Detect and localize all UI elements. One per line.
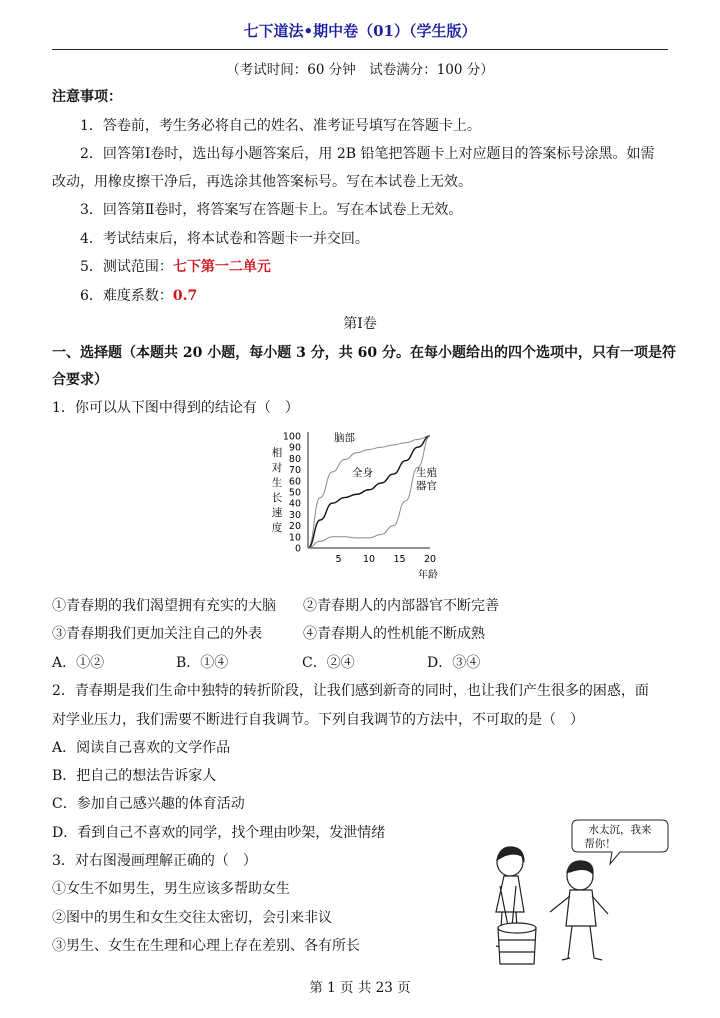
series-label-body: 全身: [352, 467, 373, 479]
y-axis-label-char: 度: [271, 522, 283, 534]
boy-figure: [550, 861, 608, 960]
y-tick-label: 100: [282, 431, 301, 443]
q1-statement: ④青春期人的性机能不断成熟: [303, 626, 485, 642]
part-title: 第Ⅰ卷: [343, 316, 377, 332]
y-tick-label: 70: [288, 465, 301, 477]
q2-option-c[interactable]: C．参加自己感兴趣的体育活动: [52, 796, 245, 812]
page-number: 第 1 页 共 23 页: [309, 980, 411, 996]
x-tick-label: 15: [393, 554, 406, 565]
y-tick-label: 20: [288, 521, 301, 533]
y-tick-label: 90: [288, 442, 301, 454]
x-tick-label: 20: [423, 554, 437, 565]
notice-item: 3．回答第Ⅱ卷时，将答案写在答题卡上。写在本试卷上无效。: [80, 202, 463, 218]
section-heading: 一、选择题（本题共 20 小题，每小题 3 分，共 60 分。在每小题给出的四个选项中，只有一项是符: [52, 345, 676, 361]
y-axis-label-char: 生: [271, 477, 283, 489]
notice-heading: 注意事项：: [52, 89, 122, 105]
difficulty-label: 6．难度系数：: [80, 288, 173, 304]
q3-statement: ①女生不如男生，男生应该多帮助女生: [52, 881, 290, 897]
growth-chart: [270, 424, 460, 590]
x-axis-label: 年龄: [418, 570, 438, 581]
notice-difficulty: [80, 285, 197, 305]
y-tick-label: 0: [294, 543, 301, 555]
q1-option-c[interactable]: C．②④: [302, 655, 355, 671]
exam-info: （考试时间：60 分钟 试卷满分：100 分）: [226, 62, 494, 78]
y-tick-label: 80: [288, 453, 301, 465]
bubble-text: 帮你！: [584, 838, 616, 850]
series-line-2: [308, 436, 430, 548]
q2-option-b[interactable]: B．把自己的想法告诉家人: [52, 768, 217, 784]
y-axis-label: [272, 446, 283, 534]
notice-item: 2．回答第Ⅰ卷时，选出每小题答案后，用 2B 铅笔把答题卡上对应题目的答案标号涂黑。如需: [80, 146, 655, 162]
q3-statement: ②图中的男生和女生交往太密切，会引来非议: [52, 910, 332, 926]
scope-value: 七下第一二单元: [172, 259, 271, 275]
q1-stem: 1．你可以从下图中得到的结论有（ ）: [52, 400, 299, 416]
q1-statement: ③青春期我们更加关注自己的外表: [52, 626, 262, 642]
q2-stem: 2．青春期是我们生命中独特的转折阶段，让我们感到新奇的同时，也让我们产生很多的困惑，面: [52, 683, 649, 699]
header-divider: [52, 49, 668, 50]
section-heading-cont: 合要求）: [52, 372, 108, 388]
series-label-repro: 生殖器官: [416, 467, 437, 492]
y-axis-label-char: 对: [271, 462, 283, 474]
y-axis-label-char: 长: [271, 492, 283, 504]
bubble-text: 水太沉，我来: [588, 824, 652, 836]
notice-item: 1．答卷前，考生务必将自己的姓名、准考证号填写在答题卡上。: [80, 118, 481, 134]
q1-statement: ②青春期人的内部器官不断完善: [303, 598, 499, 614]
y-axis-label-char: 相: [271, 447, 283, 459]
difficulty-value: 0.7: [172, 288, 198, 304]
q1-option-b[interactable]: B．①④: [176, 655, 229, 671]
series-label-brain: 脑部: [334, 432, 355, 444]
q3-stem: 3．对右图漫画理解正确的（ ）: [52, 853, 257, 869]
water-bucket: [498, 923, 536, 964]
q2-stem-cont: 对学业压力，我们需要不断进行自我调节。下列自我调节的方法中，不可取的是（ ）: [52, 712, 584, 728]
y-tick-label: 30: [288, 509, 301, 521]
q1-option-d[interactable]: D．③④: [427, 655, 481, 671]
q2-option-d[interactable]: D．看到自己不喜欢的同学，找个理由吵架，发泄情绪: [52, 825, 386, 841]
cartoon-illustration: [470, 816, 670, 966]
y-axis-label-char: 速: [271, 507, 283, 519]
y-tick-label: 10: [288, 532, 301, 544]
q2-option-a[interactable]: A．阅读自己喜欢的文学作品: [52, 740, 231, 756]
x-tick-label: 10: [362, 554, 376, 565]
y-tick-label: 60: [288, 476, 301, 488]
notice-scope: [80, 256, 271, 276]
q3-statement: ③男生、女生在生理和心理上存在差别、各有所长: [52, 938, 360, 954]
scope-label: 5．测试范围：: [80, 259, 173, 275]
q1-statement: ①青春期的我们渴望拥有充实的大脑: [52, 598, 276, 614]
y-tick-label: 50: [288, 487, 301, 499]
page-title: 七下道法•期中卷（01）（学生版）: [243, 22, 477, 40]
q1-option-a[interactable]: A．①②: [52, 655, 105, 671]
notice-item: 4．考试结束后，将本试卷和答题卡一并交回。: [80, 231, 369, 247]
y-tick-label: 40: [288, 498, 301, 510]
x-tick-label: 5: [335, 554, 342, 565]
notice-item: 改动，用橡皮擦干净后，再选涂其他答案标号。写在本试卷上无效。: [52, 174, 472, 190]
